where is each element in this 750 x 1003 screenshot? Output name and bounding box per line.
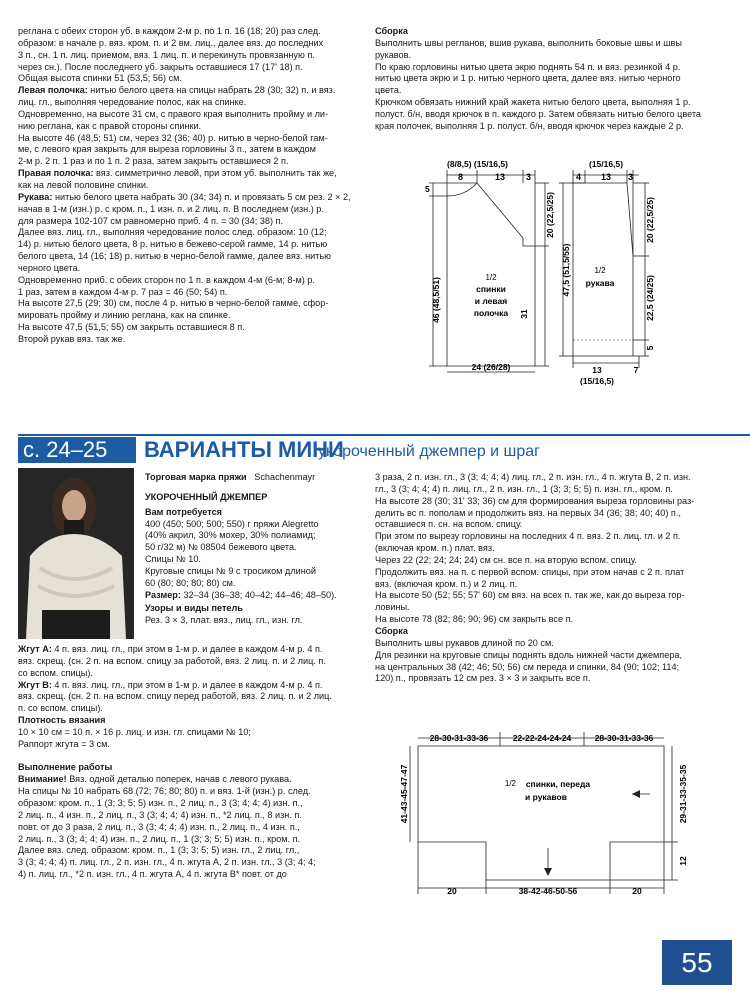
left-top-line-text: Далее вяз. лиц. гл., выполняя чередование полос след. образом: 10 (12;	[18, 227, 327, 238]
left-bottom-line	[18, 786, 370, 798]
d1-top-total: (8/8,5) (15/16,5)	[447, 159, 508, 169]
d1-top-a: 8	[458, 172, 464, 182]
left-top-line-text: нитью белого цвета набрать 30 (34; 34) п. и провязать 5 см рез. 2 × 2,	[52, 191, 351, 202]
left-bottom-line	[18, 822, 370, 834]
d1-right-upper: 20 (22,5/25)	[545, 192, 555, 238]
assembly-line: полуст. б/н, вводя крючок в п. каждого р. Затем обвязать нитью белого цвета	[375, 108, 701, 119]
d2-left-height: 47,5 (51,5/55)	[561, 243, 571, 297]
right-bottom-line-text: на центральных 38 (42; 46; 50; 56) см переда и спинки, 84 (90; 102; 114;	[375, 661, 680, 672]
left-top-line	[18, 50, 368, 62]
d3-top-mid: 22-22-24-24-24	[512, 733, 572, 743]
left-top-line-text: черного цвета.	[18, 262, 81, 273]
left-top-line	[18, 204, 368, 216]
d2-bottom-b: 7	[633, 365, 639, 375]
left-top-line	[18, 322, 368, 334]
d3-right-lower: 12	[678, 856, 688, 866]
right-bottom-line	[375, 662, 730, 674]
left-bottom-text	[18, 644, 370, 881]
materials-line: (40% акрил, 30% мохер, 30% полиамид;	[145, 530, 316, 541]
left-bottom-line	[18, 680, 370, 692]
d1-top-b: 13	[495, 172, 506, 182]
right-bottom-line	[375, 472, 730, 484]
assembly-line: По краю горловины нитью цвета экрю поднять 54 п. и вяз. резинкой 4 р.	[375, 61, 681, 72]
model-photo	[18, 468, 134, 639]
yarn-info	[145, 472, 370, 627]
d2-top-a: 4	[576, 172, 582, 182]
left-bottom-line	[18, 774, 370, 786]
left-top-line	[18, 133, 368, 145]
left-bottom-line-head: Жгут В:	[18, 679, 52, 690]
left-bottom-line	[18, 727, 370, 739]
left-bottom-line-text: Далее вяз. след. образом: кром. п., 1 (3; 3; 5; 5) изн. гл., 2 лиц. гл.,	[18, 845, 300, 856]
left-top-line-text: образом: в начале р. вяз. кром. п. и 2 вм. лиц., далее вяз. до последних	[18, 37, 324, 48]
left-top-line	[18, 275, 368, 287]
left-bottom-line	[18, 668, 370, 680]
right-bottom-line-text: На высоте 50 (52; 55; 57' 60) см вяз. на всех п. так же, как до выреза гор-	[375, 590, 685, 601]
left-bottom-line-head: Внимание!	[18, 774, 67, 785]
right-bottom-line	[375, 531, 730, 543]
jumper-heading: УКОРОЧЕННЫЙ ДЖЕМПЕР	[145, 491, 268, 502]
right-bottom-line-text: гл., 3 (3; 4; 4; 4) п. лиц. гл., 2 п. изн. гл., 1 (3; 3; 5; 5) п. изн. гл., кром. п.	[375, 483, 673, 494]
left-bottom-line	[18, 739, 370, 751]
left-bottom-line-text: Раппорт жгута = 3 см.	[18, 738, 110, 749]
section-title: ВАРИАНТЫ МИНИ	[144, 437, 344, 462]
d1-left-height: 46 (48,5/51)	[431, 277, 441, 323]
left-top-line	[18, 298, 368, 310]
right-bottom-line	[375, 555, 730, 567]
left-top-line	[18, 263, 368, 275]
left-bottom-line-text: 3 (3; 4; 4; 4) п. лиц. гл., 2 п. изн. гл., 4 п. жгута А, 2 п. изн. гл., 3 (3; 4; 4;	[18, 857, 316, 868]
left-top-line-head: Рукава:	[18, 191, 53, 202]
left-bottom-line-head: Плотность вязания	[18, 715, 106, 726]
right-bottom-line	[375, 602, 730, 614]
right-bottom-line-head: Сборка	[375, 625, 408, 636]
left-bottom-line-text: 4 п. вяз. лиц. гл., при этом в 1-м р. и далее в каждом 4-м р. 4 п.	[51, 644, 323, 654]
patterns-heading: Узоры и виды петель	[145, 603, 243, 614]
left-bottom-line-text: вяз. скрещ. (сн. 2 п. на вспом. спицу перед работой, вяз. 2 лиц. п. и 2 лиц.	[18, 691, 332, 702]
left-top-line	[18, 227, 368, 239]
right-bottom-line-text: Через 22 (22; 24; 24; 24) см сн. все п. на вторую вспом. спицу.	[375, 554, 637, 565]
left-top-line	[18, 109, 368, 121]
left-top-text	[18, 26, 368, 346]
right-bottom-line	[375, 626, 730, 638]
left-top-line-text: через сн.). После последнего уб. закрыть оставшиеся 17 (17' 18) п.	[18, 61, 303, 72]
right-bottom-line	[375, 614, 730, 626]
right-bottom-line-text: 120) п., провязать 12 см рез. 3 × 3 и закрыть все п.	[375, 673, 591, 684]
materials-line: Круговые спицы № 9 с тросиком длиной	[145, 565, 316, 576]
right-bottom-line	[375, 579, 730, 591]
left-top-line	[18, 287, 368, 299]
left-top-line	[18, 216, 368, 228]
left-top-line-text: вяз. симметрично левой, при этом уб. выполнить так же,	[93, 168, 337, 179]
left-bottom-line-text: п. со вспом. спицы).	[18, 703, 103, 714]
right-bottom-line-text: При этом по вырезу горловины на последних 4 п. вяз. 2 п. лиц. гл. и 2 п.	[375, 531, 681, 542]
d2-right-bottom: 5	[645, 345, 655, 351]
assembly-line: рукавов.	[375, 49, 412, 60]
schematic-sleeve	[555, 158, 665, 388]
right-bottom-line-text: 3 раза, 2 п. изн. гл., 3 (3; 4; 4; 4) лиц. гл., 2 п. изн. гл., 4 п. жгута В, 2 п. изн.	[375, 472, 691, 482]
right-bottom-line	[375, 567, 730, 579]
right-bottom-line-text: оставшиеся п. сн. на вспом. спицу.	[375, 519, 523, 530]
left-bottom-line	[18, 703, 370, 715]
left-top-line	[18, 38, 368, 50]
right-bottom-line-text: Выполнить швы рукавов длиной по 20 см.	[375, 637, 554, 648]
left-bottom-line-text: вяз. скрещ. (сн. 2 п. на вспом. спицу за работой, вяз. 2 лиц. п. и 2 лиц. п.	[18, 655, 326, 666]
section-pages: с. 24–25	[18, 437, 136, 463]
left-top-line-text: На высоте 27,5 (29; 30) см, после 4 р. нитью в черно-белой гамме, сфор-	[18, 298, 329, 309]
left-top-line	[18, 62, 368, 74]
assembly-text	[375, 26, 720, 133]
left-top-line-text: нитью белого цвета на спицы набрать 28 (30; 32) п. и вяз.	[87, 85, 336, 96]
left-top-line-head: Левая полочка:	[18, 85, 88, 96]
materials-heading: Вам потребуется	[145, 506, 222, 517]
left-bottom-line-text: 4) п. лиц. гл., *2 п. изн. гл., 4 п. жгута А, 4 п. жгута В* повт. от до	[18, 869, 287, 880]
left-bottom-line-text: повт. от до 3 раза, 2 лиц. п., 3 (3; 4; 4; 4) изн. п., 2 лиц. п., 4 изн. п.,	[18, 821, 300, 832]
d3-right-upper: 29-31-33-35-35	[678, 764, 688, 824]
left-top-line	[18, 251, 368, 263]
d3-bottom-right: 20	[632, 886, 642, 896]
right-bottom-line	[375, 496, 730, 508]
left-top-line-text: 2-м р. 2 п. 1 раз и по 1 п. 2 раза, затем закрыть оставшиеся 2 п.	[18, 156, 289, 167]
left-top-line-text: мировать пройму и линию реглана, как на спинке.	[18, 310, 231, 321]
d3-top-right: 28-30-31-33-36	[594, 733, 654, 743]
left-bottom-line-text: 2 лиц. п., 4 изн. п., 2 лиц. п., 3 (3; 4; 4; 4) изн. п., *2 лиц. п., 8 изн. п.	[18, 809, 302, 820]
left-bottom-line	[18, 869, 370, 881]
d1-label-3: полочка	[473, 308, 509, 318]
left-top-line-text: Одновременно, на высоте 31 см, с правого края выполнить пройму и ли-	[18, 108, 329, 119]
left-top-line	[18, 26, 368, 38]
left-top-line-text: реглана с обеих сторон уб. в каждом 2-м р. по 1 п. 16 (18; 20) раз след.	[18, 26, 321, 36]
assembly-line: края полочек, выполняя 1 р. полуст. б/н, вводя крючок через каждые 2 р.	[375, 120, 684, 131]
assembly-heading: Сборка	[375, 26, 408, 36]
d2-right-upper: 20 (22,5/25)	[645, 197, 655, 243]
left-top-line	[18, 334, 368, 346]
d1-bottom: 24 (26/28)	[471, 362, 511, 372]
left-top-line	[18, 121, 368, 133]
left-bottom-line	[18, 644, 370, 656]
d2-bottom-a: 13	[592, 365, 602, 375]
left-bottom-line-text: 4 п. вяз. лиц. гл., при этом в 1-м р. и далее в каждом 4-м р. 4 п.	[51, 679, 323, 690]
left-top-line	[18, 310, 368, 322]
left-top-line-text: Второй рукав вяз. так же.	[18, 333, 126, 344]
left-top-line-text: для размера 102-107 см равномерно приб. 4 п. = 30 (34; 38) п.	[18, 215, 284, 226]
left-top-line	[18, 156, 368, 168]
size-head: Размер:	[145, 589, 181, 600]
d3-top-left: 28-30-31-33-36	[429, 733, 489, 743]
section-header	[0, 434, 750, 464]
right-bottom-line	[375, 590, 730, 602]
d3-label-1: спинки, переда	[525, 779, 591, 789]
brand-value: Schachenmayr	[254, 472, 316, 482]
right-bottom-line	[375, 508, 730, 520]
d2-right-lower: 22,5 (24/25)	[645, 275, 655, 321]
left-top-line-head: Правая полочка:	[18, 168, 94, 179]
d3-label-2: и рукавов	[525, 792, 567, 802]
left-bottom-line-head: Выполнение работы	[18, 762, 113, 773]
right-bottom-text	[375, 472, 730, 685]
d3-left-height: 41-43-45-47-47	[399, 764, 409, 824]
schematic-back-front	[425, 158, 555, 380]
left-top-line-text: ме, с левого края закрыть для выреза горловины 3 п., затем в каждом	[18, 144, 316, 155]
right-bottom-line	[375, 484, 730, 496]
left-top-line-text: нию реглана, как с правой стороны спинки.	[18, 120, 202, 131]
left-top-line-text: На высоте 47,5 (51,5; 55) см закрыть оставшиеся 8 п.	[18, 322, 245, 333]
left-bottom-line-text: со вспом. спицы).	[18, 667, 93, 678]
left-bottom-line	[18, 857, 370, 869]
left-top-line	[18, 180, 368, 192]
left-bottom-line	[18, 656, 370, 668]
left-top-line	[18, 73, 368, 85]
left-top-line-text: 1 раз, затем в каждом 4-м р. 7 раз = 46 (50; 54) п.	[18, 286, 228, 297]
d2-top-total: (15/16,5)	[589, 159, 624, 169]
right-bottom-line	[375, 673, 730, 685]
left-bottom-line-text: 10 × 10 см = 10 п. × 16 р. лиц. и изн. гл. спицами № 10;	[18, 726, 251, 737]
left-top-line	[18, 97, 368, 109]
left-bottom-line	[18, 715, 370, 727]
materials-line: 400 (450; 500; 500; 550) г пряжи Alegretto	[145, 518, 319, 529]
page-number: 55	[662, 940, 732, 985]
materials-line: Спицы № 10.	[145, 554, 201, 565]
left-bottom-line	[18, 751, 370, 763]
schematic-jumper	[400, 728, 690, 898]
d2-frac: 1/2	[594, 266, 606, 275]
d2-top-c: 3	[628, 172, 634, 182]
d3-bottom-mid: 38-42-46-50-56	[518, 886, 578, 896]
left-top-line-text: На высоте 46 (48,5; 51) см, через 32 (36; 40) р. нитью в черно-белой гам-	[18, 132, 328, 143]
right-bottom-line-text: вяз. (включая кром. п.) и 2 лиц. п.	[375, 578, 518, 589]
d1-label-2: и левая	[474, 296, 508, 306]
left-bottom-line	[18, 845, 370, 857]
left-bottom-line-text: 2 лиц. п., 3 (3; 4; 4; 4) изн. п., 2 лиц. п., 1 (3; 3; 5; 5) изн. п., кром. п.	[18, 833, 301, 844]
left-top-line	[18, 144, 368, 156]
right-bottom-line-text: ловины.	[375, 602, 410, 613]
left-top-line	[18, 239, 368, 251]
left-top-line	[18, 168, 368, 180]
left-top-line-text: 14) р. нитью белого цвета, 8 р. нитью в бежево-серой гамме, 14 р. нитью	[18, 239, 328, 250]
d2-label-1: рукава	[585, 278, 615, 288]
left-top-line-text: начав в 1-м (изн.) р. с кром. п., 1 изн. п. и 2 лиц. п. В последнем (изн.) р.	[18, 203, 324, 214]
assembly-line: нитью цвета экрю и 1 р. нитью черного цвета, далее вяз. нитью черного	[375, 73, 681, 84]
section-rule	[18, 434, 750, 436]
assembly-line: цвета.	[375, 85, 402, 96]
left-top-line-text: 3 п., сн. 1 п. лиц. приемом, вяз. 1 лиц. п. и перекинуть провязанную п.	[18, 49, 315, 60]
size-value: 32–34 (36–38; 40–42; 44–46; 48–50).	[180, 589, 337, 600]
left-top-line	[18, 85, 368, 97]
d1-frac: 1/2	[485, 273, 497, 282]
left-bottom-line	[18, 834, 370, 846]
right-bottom-line-text: делить вс п. пополам и продолжить вяз. на первых 34 (36; 38; 40; 40) п.,	[375, 507, 681, 518]
right-bottom-line-text: (включая кром. п.) плат. вяз.	[375, 543, 495, 554]
left-top-line-text: Одновременно приб. с обеих сторон по 1 п. в каждом 4-м (6-м; 8-м) р.	[18, 274, 315, 285]
left-bottom-line	[18, 691, 370, 703]
right-bottom-line	[375, 650, 730, 662]
left-bottom-line-text: образом: кром. п., 1 (3; 3; 5; 5) изн. п., 2 лиц. п., 3 (3; 4; 4; 4) изн. п.,	[18, 797, 303, 808]
section-subtitle: укороченный джемпер и шраг	[318, 443, 541, 460]
left-bottom-line-head: Жгут А:	[18, 644, 52, 654]
left-top-line-text: как на левой половине спинки.	[18, 179, 149, 190]
left-top-line	[18, 192, 368, 204]
right-bottom-line	[375, 519, 730, 531]
brand-label: Торговая марка пряжи	[145, 472, 247, 482]
right-bottom-line-text: На высоте 28 (30; 31' 33; 36) см для формирования выреза горловины раз-	[375, 495, 695, 506]
left-bottom-line-text: На спицы № 10 набрать 68 (72; 76; 80; 80) п. и вяз. 1-й (изн.) р. след.	[18, 786, 311, 797]
right-bottom-line-text: На высоте 78 (82; 86; 90; 96) см закрыть все п.	[375, 614, 574, 625]
d2-bottom-total: (15/16,5)	[579, 376, 615, 386]
materials-line: 60 (80; 80; 80; 80) см.	[145, 577, 236, 588]
assembly-line: Выполнить швы регланов, вшив рукава, выполнить боковые швы и швы	[375, 37, 682, 48]
left-top-line-text: Общая высота спинки 51 (53,5; 56) см.	[18, 73, 182, 84]
left-bottom-line-text: Вяз. одной деталью поперек, начав с левого рукава.	[66, 774, 292, 785]
right-bottom-line	[375, 543, 730, 555]
right-bottom-line	[375, 638, 730, 650]
left-top-line-text: белого цвета, 14 (16; 18) р. нитью в черно-белой гамме, далее вяз. нитью	[18, 251, 331, 262]
assembly-line: Крючком обвязать нижний край жакета нитью белого цвета, выполняя 1 р.	[375, 97, 691, 108]
left-bottom-line	[18, 762, 370, 774]
right-bottom-line-text: Для резинки на круговые спицы поднять вдоль нижней части джемпера,	[375, 649, 683, 660]
left-top-line-text: лиц. гл., выполняя чередование полос, как на спинке.	[18, 97, 247, 108]
right-bottom-line-text: Продолжить вяз. на п. с первой вспом. спицы, при этом начав с 2 п. плат	[375, 566, 685, 577]
materials-line: 50 г/32 м) № 08504 бежевого цвета.	[145, 542, 297, 553]
left-bottom-line	[18, 810, 370, 822]
d1-label-1: спинки	[476, 284, 506, 294]
d1-left-small: 5	[425, 184, 430, 194]
d1-top-c: 3	[526, 172, 532, 182]
patterns-line: Рез. 3 × 3, плат. вяз., лиц. гл., изн. гл.	[145, 615, 303, 626]
d1-right-lower: 31	[519, 309, 529, 319]
d3-bottom-left: 20	[447, 886, 457, 896]
left-bottom-line	[18, 798, 370, 810]
d2-top-b: 13	[601, 172, 612, 182]
d3-frac: 1/2	[504, 779, 516, 788]
